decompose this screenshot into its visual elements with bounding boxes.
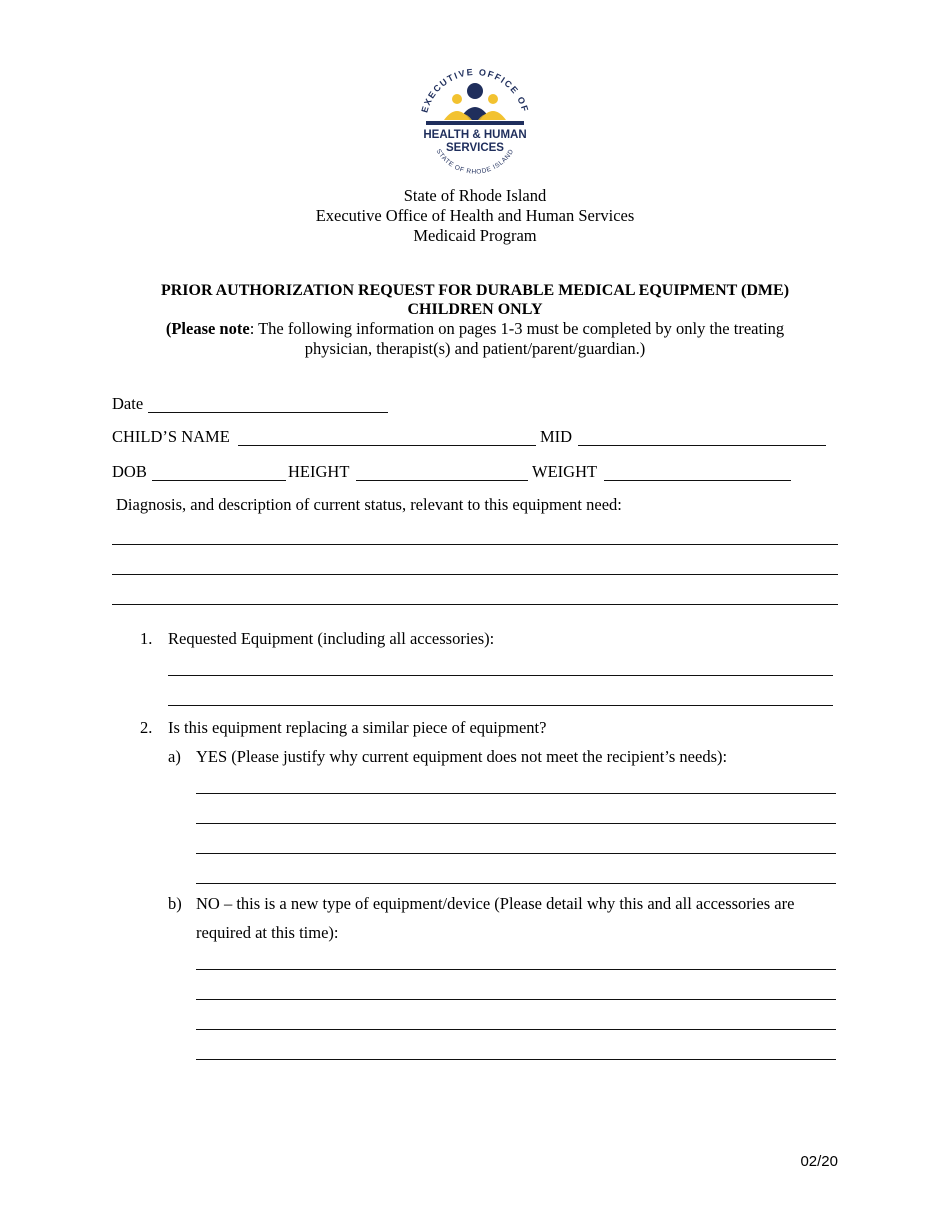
weight-label: WEIGHT: [532, 462, 598, 481]
option-a-text: YES (Please justify why current equipment does not meet the recipient’s needs):: [196, 747, 728, 766]
child-name-label: CHILD’S NAME: [112, 427, 230, 446]
diagnosis-line[interactable]: [112, 604, 838, 605]
diagnosis-prompt: Diagnosis, and description of current status, relevant to this equipment need:: [116, 495, 622, 514]
mid-label: MID: [540, 427, 573, 446]
new-equipment-line[interactable]: [196, 1029, 836, 1030]
please-note-line1: (Please note: The following information on pages 1-3 must be completed by only the treating: [165, 319, 785, 338]
requested-equipment-line[interactable]: [168, 705, 833, 706]
new-equipment-line[interactable]: [196, 1059, 836, 1060]
header-program: Medicaid Program: [413, 226, 537, 245]
question-1-text: Requested Equipment (including all accessories):: [168, 629, 495, 648]
form-title-line1: PRIOR AUTHORIZATION REQUEST FOR DURABLE MEDICAL EQUIPMENT (DME): [160, 282, 790, 299]
svg-text:STATE OF RHODE ISLAND: STATE OF RHODE ISLAND: [434, 148, 516, 176]
new-equipment-line[interactable]: [196, 999, 836, 1000]
question-1-number: 1.: [140, 629, 153, 648]
mid-field[interactable]: [578, 445, 826, 446]
option-b-text-line2: required at this time):: [196, 923, 339, 942]
svg-text:SERVICES: SERVICES: [446, 142, 504, 154]
child-name-field[interactable]: [238, 445, 536, 446]
option-b-text-line1: NO – this is a new type of equipment/device (Please detail why this and all accessories are: [196, 894, 795, 913]
weight-field[interactable]: [604, 480, 791, 481]
justification-line[interactable]: [196, 883, 836, 884]
please-note-line2: physician, therapist(s) and patient/parent/guardian.): [304, 339, 646, 358]
header-office: Executive Office of Health and Human Services: [315, 206, 635, 225]
dob-field[interactable]: [152, 480, 286, 481]
requested-equipment-line[interactable]: [168, 675, 833, 676]
svg-text:HEALTH & HUMAN: HEALTH & HUMAN: [423, 129, 527, 141]
justification-line[interactable]: [196, 853, 836, 854]
question-2-number: 2.: [140, 718, 153, 737]
eohhs-logo: [414, 58, 536, 180]
option-b-letter: b): [168, 894, 182, 913]
page-code: 02/20: [800, 1153, 838, 1170]
dob-label: DOB: [112, 462, 147, 481]
height-field[interactable]: [356, 480, 528, 481]
justification-line[interactable]: [196, 793, 836, 794]
diagnosis-line[interactable]: [112, 544, 838, 545]
height-label: HEIGHT: [288, 462, 350, 481]
header-state: State of Rhode Island: [403, 186, 547, 205]
diagnosis-line[interactable]: [112, 574, 838, 575]
date-field[interactable]: [148, 412, 388, 413]
new-equipment-line[interactable]: [196, 969, 836, 970]
svg-text:EXECUTIVE OFFICE OF: EXECUTIVE OFFICE OF: [419, 66, 531, 114]
date-label: Date: [112, 394, 144, 413]
justification-line[interactable]: [196, 823, 836, 824]
option-a-letter: a): [168, 747, 181, 766]
question-2-text: Is this equipment replacing a similar piece of equipment?: [168, 718, 547, 737]
form-title-line2: CHILDREN ONLY: [407, 301, 543, 318]
